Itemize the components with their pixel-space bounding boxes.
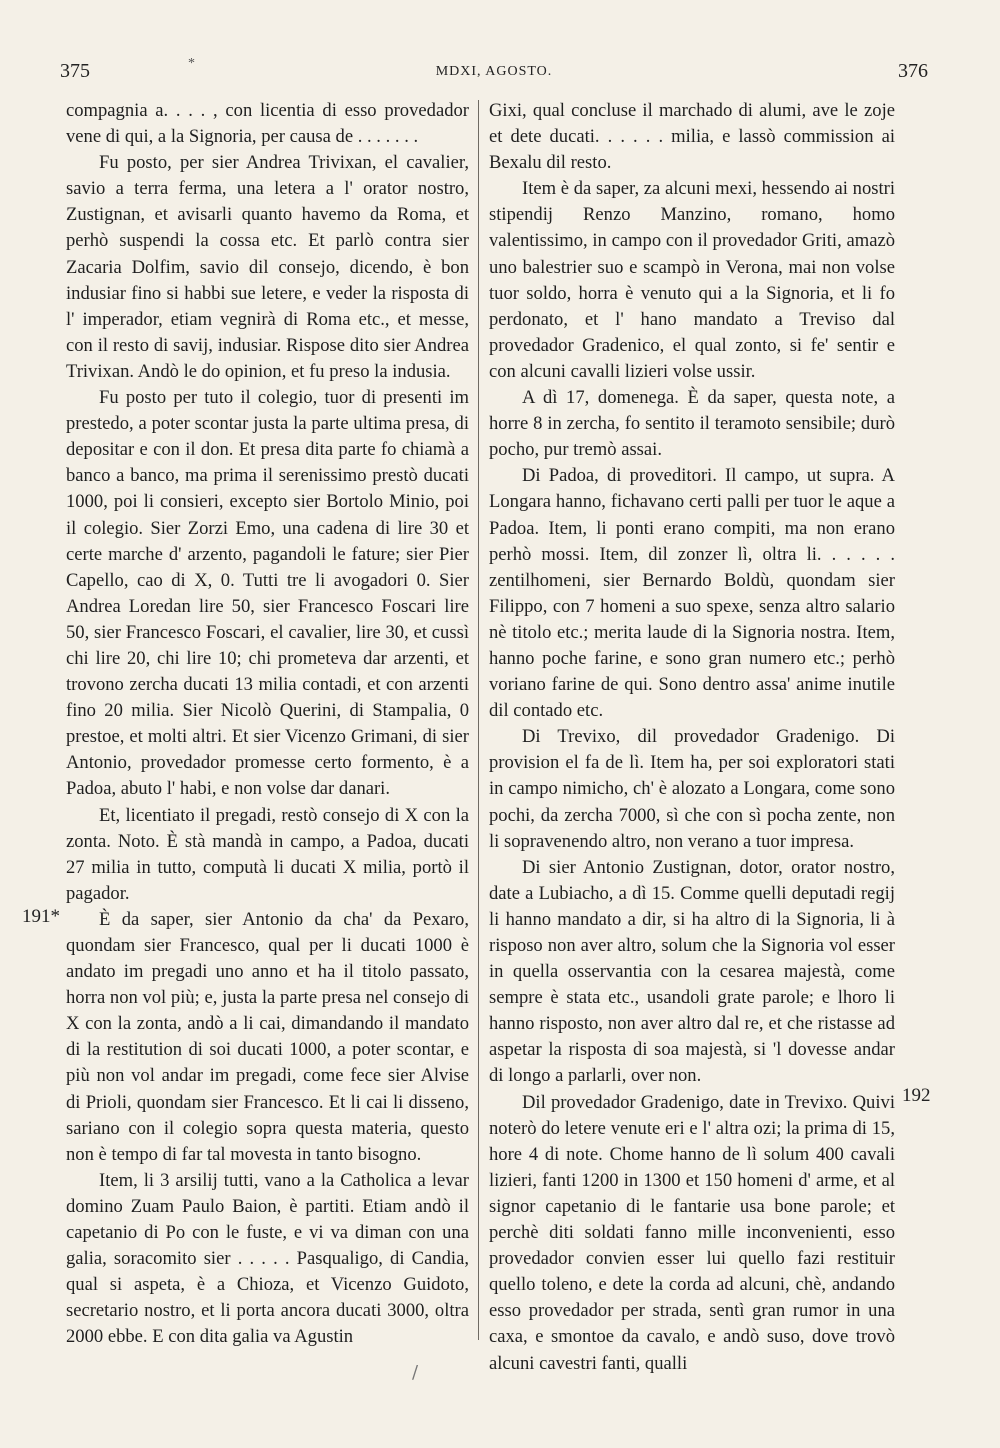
right-column: [489, 98, 895, 1377]
paragraph: Di Trevixo, dil provedador Gradenigo. Di provision el fa de lì. Item ha, per soi exploratori stati in campo nimicho, ch' è alozato a Longara, come sono pochi, da zercha 7000, sì che con sì pocha zente, non li sopravenendo altro, non verano a tuor impresa.: [489, 726, 895, 852]
paragraph: compagnia a. . . . , con licentia di esso provedador vene di qui, a la Signoria, per causa de . . . . . . .: [66, 100, 469, 148]
paragraph: Item è da saper, za alcuni mexi, hessendo ai nostri stipendij Renzo Manzino, romano, homo valentissimo, in campo con il provedador Griti, amazò uno balestrier suo e scampò in Verona, mai non volse tuor soldo, horra è venuto qui a la Signoria, et li fo perdonato, et l' hano mandato a Treviso dal provedador Gradenico, el qual zonto, si fe' sentir e con alcuni cavalli lizieri volse ussir.: [489, 178, 895, 382]
paragraph: A dì 17, domenega. È da saper, questa note, a horre 8 in zercha, fo sentito il teramoto sensibile; durò pocho, pur tremò assai.: [489, 387, 895, 461]
paragraph: Di Padoa, di proveditori. Il campo, ut supra. A Longara hanno, fichavano certi palli per tuor le aque a Padoa. Item, li ponti erano compiti, ma non erano perhò mossi. Item, dil zonzer lì, oltra li. . . . . . zentilhomeni, sier Bernardo Boldù, quondam sier Filippo, con 7 homeni a suo spexe, senza altro salario nè titolo etc.; merita laude di la Signoria nostra. Item, hanno poche farine, e sono gran numero etc.; perhò voriano farine de qui. Sono dentro assa' anime inutile dil contado etc.: [489, 465, 895, 722]
page-number-left: 375: [60, 60, 90, 82]
running-head: [60, 56, 928, 88]
margin-number-left: 191*: [22, 906, 60, 927]
paragraph: Et, licentiato il pregadi, restò consejo di X con la zonta. Noto. È stà mandà in campo, a Padoa, ducati 27 milia in tutto, computà li ducati X milia, portò il pagador.: [66, 804, 469, 904]
margin-number-right: 192: [902, 1085, 931, 1106]
paragraph: Di sier Antonio Zustignan, dotor, orator nostro, date a Lubiacho, a dì 15. Comme quelli deputadi regij li hanno mandato a dir, si ha altro di la Signoria, li à risposo non aver altro, solum che la Signoria vol esser in quella osservantia con la cesarea majestà, come sempre è stata etc., usandoli grate parole; e lhoro li hanno risposto, non aver altro dal re, et che ristasse ad aspetar la risposta di soa majestà, si 'l dovesse andar di longo a parlarli, over non.: [489, 856, 895, 1087]
page-number-right: 376: [898, 60, 928, 82]
paragraph: È da saper, sier Antonio da cha' da Pexaro, quondam sier Francesco, qual per li ducati 1000 è andato im pregadi uno anno et ha il titolo passato, horra non vol più; e, justa la parte presa nel consejo di X con la zonta, andò a li cai, dimandando il mandato di la restitution di soi ducati 1000, a poter scontar, e più non vol andar im pregadi, come fece sier Alvise di Prioli, quondam sier Francesco. Et li cai li disseno, sariano con il colegio sopra questa materia, questo non è tempo di far tal movesta in tanto bisogno.: [66, 908, 469, 1165]
paragraph: Dil provedador Gradenigo, date in Trevixo. Quivi noterò do letere venute eri e l' altra ozi; la prima di 15, hore 4 di note. Chome hanno de lì solum 400 cavali lizieri, fanti 1200 in 1300 et 150 homeni d' arme, et al signor capetanio di le fantarie usa bone parole; et perchè diti soldati fanno mille inconvenienti, esso provedador convien esser lui quello fazi restituir quello toleno, e dete la corda ad alcuni, chè, andando esso provedador per strada, sentì gran rumor in una caxa, e smontoe da cavalo, e andò suso, dove trovò alcuni cavestri fanti, qualli: [489, 1091, 895, 1374]
paragraph: Fu posto, per sier Andrea Trivixan, el cavalier, savio a terra ferma, una letera a l' orator nostro, Zustignan, et avisarli quanto havemo da Roma, et perhò suspendi la cossa etc. Et parlò contra sier Zacaria Dolfim, savio dil consejo, dicendo, è bon indusiar fino si habbi sue letere, e veder la risposta di l' imperador, etiam vegnirà di Roma etc., et messe, con il resto di savij, indusiar. Rispose dito sier Andrea Trivixan. Andò le do opinion, et fu preso la indusia.: [66, 152, 469, 382]
running-title: MDXI, AGOSTO.: [435, 64, 553, 79]
paragraph: Gixi, qual concluse il marchado di alumi, ave le zoje et dete ducati. . . . . . milia, e lassò commission ai Bexalu dil resto.: [489, 100, 895, 174]
bottom-mark: /: [412, 1362, 419, 1383]
column-divider: [478, 100, 479, 1340]
left-column: [66, 98, 469, 1351]
paragraph: Fu posto per tuto il colegio, tuor di presenti im prestedo, a poter scontar justa la parte ultima presa, di depositar e con il don. Et presa dita parte fo chiamà a banco a banco, ma prima il serenissimo prestò ducati 1000, poi li consieri, excepto sier Bortolo Minio, poi il colegio. Sier Zorzi Emo, una cadena di lire 30 et certe marche d' arzento, pagandoli le fature; sier Pier Capello, cao di X, 0. Tutti tre li avogadori 0. Sier Andrea Loredan lire 50, sier Francesco Foscari lire 50, sier Francesco Foscari, el cavalier, lire 30, et cussì chi lire 20, chi lire 10; chi prometeva dar arzenti, et trovono zercha ducati 13 milia contadi, et con arzenti fino 20 milia. Sier Nicolò Querini, di Stampalia, 0 prestoe, et molti altri. Et sier Vicenzo Grimani, di sier Antonio, provedador promesse certo formento, è a Padoa, abuto l' habi, e non volse dar danari.: [66, 387, 469, 800]
asterisk-mark: *: [188, 56, 195, 71]
paragraph: Item, li 3 arsilij tutti, vano a la Catholica a levar domino Zuam Paulo Baion, è partiti. Etiam andò il capetanio di Po con le fuste, e vi va diman con una galia, soracomito sier . . . . . Pasqualigo, di Candia, qual si aspeta, è a Chioza, et Vicenzo Guidoto, secretario nostro, et li porta ancora ducati 3000, oltra 2000 ebbe. E con dita galia va Agustin: [66, 1169, 469, 1348]
